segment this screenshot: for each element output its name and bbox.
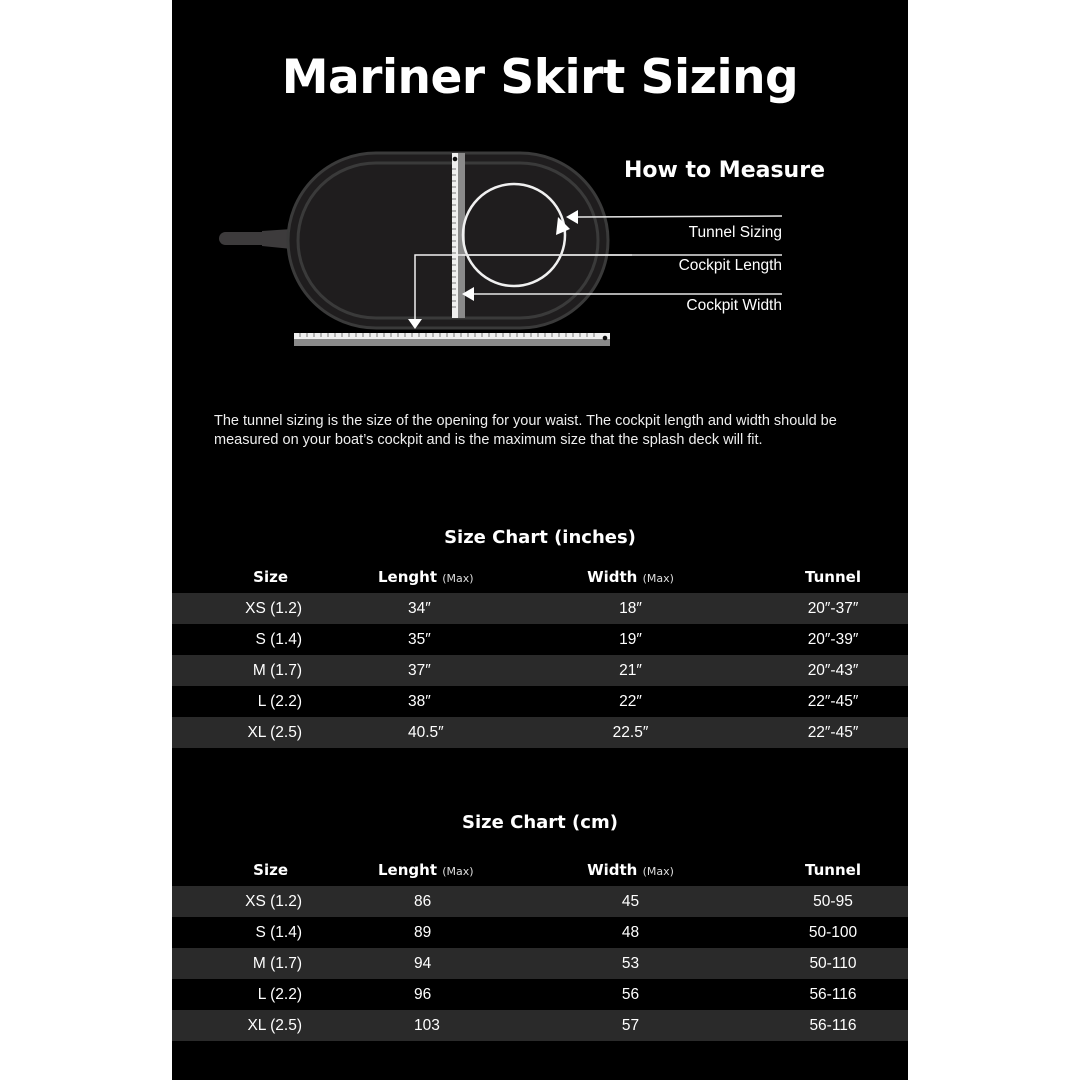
header-size: Size (253, 860, 288, 879)
cell-width: 22″ (503, 686, 758, 717)
cell-tunnel: 20″-37″ (758, 593, 908, 624)
cell-width: 18″ (503, 593, 758, 624)
cell-tunnel: 50-110 (758, 948, 908, 979)
arrow-left-icon (462, 287, 474, 301)
sizing-panel (172, 0, 908, 1080)
cm-chart-title: Size Chart (cm) (462, 812, 618, 833)
grab-loop-icon (219, 229, 294, 249)
cell-tunnel: 20″-43″ (758, 655, 908, 686)
table-row (172, 948, 908, 979)
table-row (172, 886, 908, 917)
inches-size-table (172, 560, 908, 748)
cell-size: XS (1.2) (172, 886, 378, 917)
cell-width: 48 (503, 917, 758, 948)
table-row (172, 655, 908, 686)
cell-width: 56 (503, 979, 758, 1010)
how-to-measure-title: How to Measure (624, 158, 825, 183)
cell-width: 22.5″ (503, 717, 758, 748)
table-row (172, 917, 908, 948)
header-tunnel: Tunnel (805, 567, 861, 586)
cell-length: 94 (378, 948, 503, 979)
cell-size: M (1.7) (172, 655, 378, 686)
cell-length: 37″ (378, 655, 503, 686)
table-row (172, 624, 908, 655)
table-row (172, 593, 908, 624)
table-row (172, 979, 908, 1010)
cell-width: 53 (503, 948, 758, 979)
header-width: Width (Max) (587, 567, 674, 586)
cell-size: S (1.4) (172, 917, 378, 948)
header-width: Width (Max) (587, 860, 674, 879)
cell-size: M (1.7) (172, 948, 378, 979)
cell-length: 86 (378, 886, 503, 917)
cell-length: 96 (378, 979, 503, 1010)
cell-length: 35″ (378, 624, 503, 655)
header-length: Lenght (Max) (378, 567, 474, 586)
measurement-description: The tunnel sizing is the size of the opening for your waist. The cockpit length and width should be measured on your boat’s cockpit and is the maximum size that the splash deck will fit. (214, 413, 837, 448)
cell-tunnel: 50-95 (758, 886, 908, 917)
cell-width: 21″ (503, 655, 758, 686)
cell-size: L (2.2) (172, 686, 378, 717)
cell-size: XS (1.2) (172, 593, 378, 624)
cell-tunnel: 56-116 (758, 979, 908, 1010)
cell-length: 40.5″ (378, 717, 503, 748)
page-title: Mariner Skirt Sizing (281, 50, 799, 105)
cell-length: 89 (378, 917, 503, 948)
cell-width: 19″ (503, 624, 758, 655)
label-tunnel-sizing: Tunnel Sizing (688, 224, 782, 241)
cell-size: XL (2.5) (172, 717, 378, 748)
table-header-row (172, 560, 908, 593)
arrow-left-icon (566, 210, 578, 224)
table-row (172, 717, 908, 748)
table-row (172, 686, 908, 717)
cell-length: 103 (378, 1010, 503, 1041)
cell-tunnel: 50-100 (758, 917, 908, 948)
cell-size: L (2.2) (172, 979, 378, 1010)
label-cockpit-length: Cockpit Length (678, 257, 782, 274)
cm-size-table (172, 853, 908, 1041)
label-cockpit-width: Cockpit Width (686, 297, 782, 314)
cell-size: S (1.4) (172, 624, 378, 655)
cell-tunnel: 56-116 (758, 1010, 908, 1041)
cell-width: 45 (503, 886, 758, 917)
cell-length: 38″ (378, 686, 503, 717)
cell-size: XL (2.5) (172, 1010, 378, 1041)
horizontal-ruler-icon (294, 333, 610, 346)
cell-width: 57 (503, 1010, 758, 1041)
cell-length: 34″ (378, 593, 503, 624)
header-tunnel: Tunnel (805, 860, 861, 879)
cell-tunnel: 22″-45″ (758, 717, 908, 748)
header-size: Size (253, 567, 288, 586)
header-length: Lenght (Max) (378, 860, 474, 879)
cell-tunnel: 22″-45″ (758, 686, 908, 717)
table-row (172, 1010, 908, 1041)
inches-chart-title: Size Chart (inches) (444, 527, 636, 548)
cell-tunnel: 20″-39″ (758, 624, 908, 655)
table-header-row (172, 853, 908, 886)
